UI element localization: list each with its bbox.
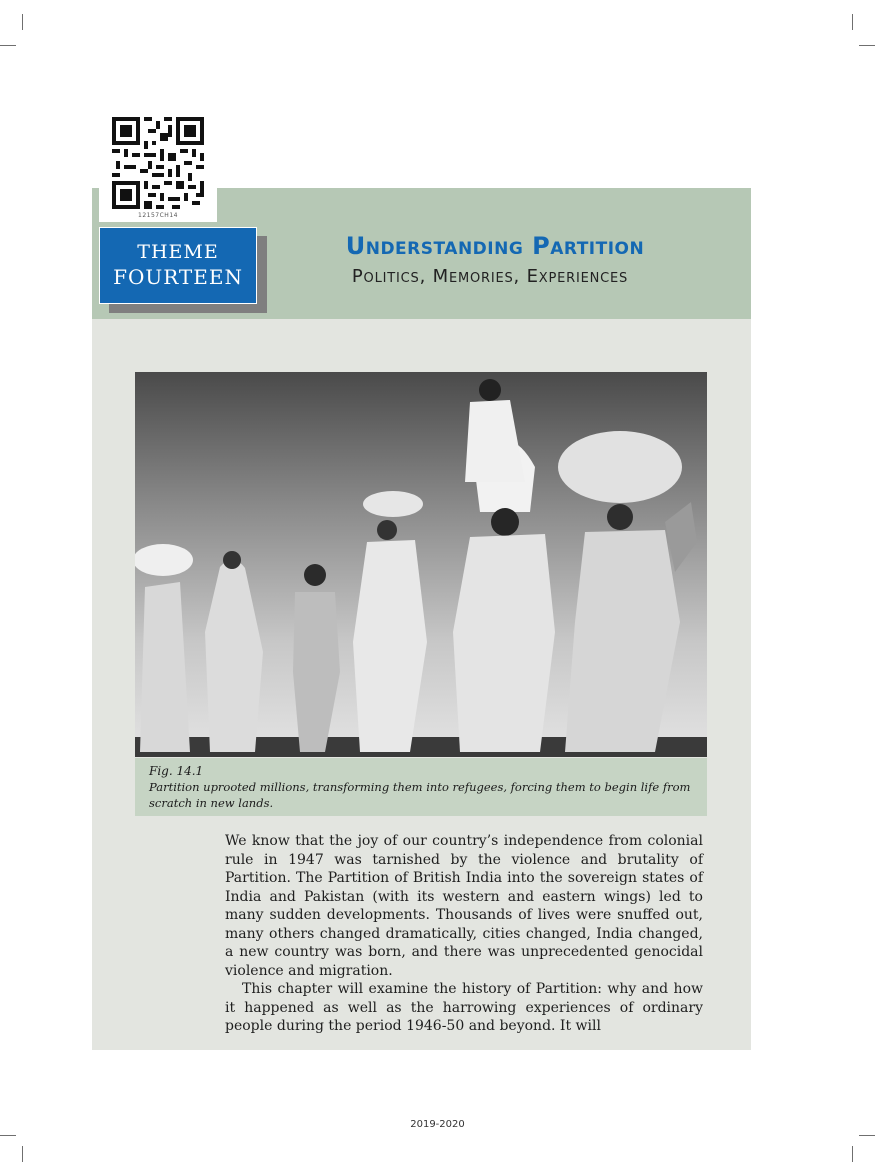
figure-number: Fig. 14.1 (149, 764, 204, 778)
theme-label: THEME (137, 241, 219, 263)
crop-mark (0, 45, 16, 46)
crop-mark (852, 1146, 853, 1162)
qr-code-label: 12157CH14 (138, 212, 178, 219)
body-text (225, 832, 703, 1036)
refugees-photograph (135, 372, 707, 757)
chapter-title: Understanding Partition (345, 232, 645, 260)
paragraph-1: We know that the joy of our country’s independence from colonial rule in 1947 was tarnished by the violence and brutality of Partition. The Partition of British India into the sovereign states of India and Pakistan (with its western and eastern wings) led to many sudden developments. Thousands of lives were snuffed out, many others changed dramatically, cities changed, India changed, a new country was born, and there was unprecedented genocidal violence and migration. (225, 833, 703, 979)
crop-mark (859, 1135, 875, 1136)
crop-mark (852, 14, 853, 30)
chapter-subtitle: Politics, Memories, Experiences (351, 266, 629, 287)
theme-box (99, 227, 257, 304)
figure-caption: Partition uprooted millions, transforming them into refugees, forcing them to begin life from scratch in new lands. (149, 780, 691, 810)
theme-number: FOURTEEN (113, 265, 243, 289)
crop-mark (22, 1146, 23, 1162)
page-footer-year: 2019-2020 (410, 1119, 465, 1130)
qr-code-icon[interactable] (112, 117, 204, 209)
crop-mark (22, 14, 23, 30)
crop-mark (0, 1135, 16, 1136)
crop-mark (859, 45, 875, 46)
paragraph-2: This chapter will examine the history of Partition: why and how it happened as well as the harrowing experiences of ordinary people during the period 1946-50 and beyond. It will (225, 981, 703, 1034)
